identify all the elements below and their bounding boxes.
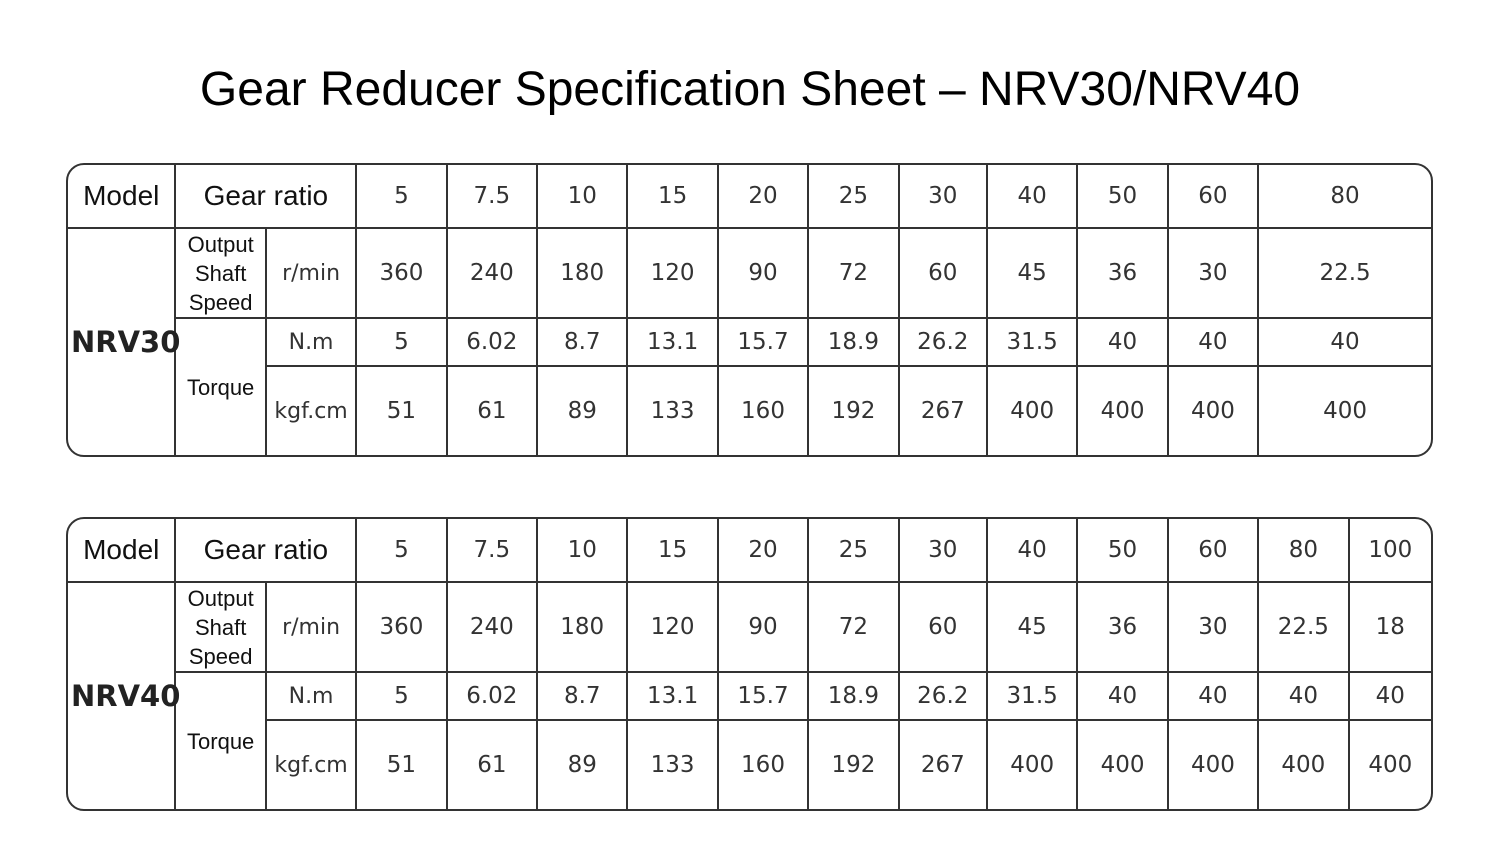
table-row (68, 583, 1431, 673)
model-header: Model (68, 165, 176, 229)
speed-cell: 180 (538, 229, 628, 319)
torque-nm-cell: 15.7 (719, 319, 809, 367)
nrv40-spec-table (66, 517, 1433, 811)
ratio-cell: 7.5 (448, 165, 538, 229)
torque-nm-cell: 13.1 (628, 673, 718, 721)
torque-kgf-cell: 61 (448, 721, 538, 809)
torque-nm-cell: 40 (1259, 319, 1431, 367)
ratio-cell: 20 (719, 165, 809, 229)
torque-nm-cell: 8.7 (538, 673, 628, 721)
speed-cell: 45 (988, 229, 1078, 319)
ratio-cell: 7.5 (448, 519, 538, 583)
model-header: Model (68, 519, 176, 583)
nrv30-spec-table (66, 163, 1433, 457)
ratio-cell: 30 (900, 519, 988, 583)
speed-cell: 36 (1078, 229, 1168, 319)
torque-kgf-cell: 160 (719, 367, 809, 455)
ratio-cell: 10 (538, 165, 628, 229)
model-name: NRV40 (68, 583, 176, 809)
speed-cell: 30 (1169, 229, 1259, 319)
torque-kgf-cell: 400 (1368, 752, 1413, 778)
torque-kgf-cell: 160 (719, 721, 809, 809)
torque-nm-cell: 6.02 (448, 673, 538, 721)
speed-cell: 120 (628, 583, 718, 673)
label-line: Speed (188, 289, 253, 315)
torque-nm-cell: 26.2 (900, 673, 988, 721)
torque-label: Torque (176, 319, 266, 455)
torque-nm-cell: 31.5 (988, 673, 1078, 721)
torque-nm-cell: 18.9 (809, 319, 899, 367)
label-line: Shaft (194, 614, 247, 640)
torque-nm-cell: 6.02 (448, 319, 538, 367)
unit-nm: N.m (267, 673, 357, 721)
output-shaft-speed-label (176, 229, 266, 319)
torque-nm-cell: 26.2 (900, 319, 988, 367)
label-line: Output (187, 585, 254, 611)
torque-kgf-cell: 400 (1169, 721, 1259, 809)
torque-nm-cell: 40 (1169, 673, 1259, 721)
gear-ratio-header: Gear ratio (176, 519, 357, 583)
torque-nm-cell: 18.9 (809, 673, 899, 721)
speed-cell: 72 (809, 583, 899, 673)
torque-kgf-cell: 51 (357, 721, 447, 809)
ratio-cell: 25 (809, 165, 899, 229)
ratio-cell: 60 (1169, 519, 1259, 583)
ratio-cell: 15 (628, 519, 718, 583)
ratio-cell: 80 (1259, 519, 1349, 583)
label-line: Speed (188, 643, 253, 669)
table-row (68, 721, 1431, 809)
torque-nm-cell: 15.7 (719, 673, 809, 721)
torque-nm-cell: 5 (357, 673, 447, 721)
unit-kgfcm: kgf.cm (267, 721, 357, 809)
torque-kgf-cell: 400 (988, 721, 1078, 809)
speed-cell: 22.5 (1259, 583, 1349, 673)
torque-nm-cell: 40 (1259, 673, 1349, 721)
torque-nm-cell: 31.5 (988, 319, 1078, 367)
ratio-cell: 30 (900, 165, 988, 229)
torque-kgf-cell: 89 (538, 367, 628, 455)
ratio-cell: 50 (1078, 519, 1168, 583)
speed-cell: 60 (900, 583, 988, 673)
speed-cell: 60 (900, 229, 988, 319)
ratio-cell: 40 (988, 165, 1078, 229)
model-name: NRV30 (68, 229, 176, 455)
table-row (68, 165, 1431, 229)
page-title: Gear Reducer Specification Sheet – NRV30/NRV40 (199, 63, 1301, 116)
ratio-cell: 40 (988, 519, 1078, 583)
torque-nm-cell: 40 (1078, 319, 1168, 367)
label-line: Shaft (194, 260, 247, 286)
table-row (68, 367, 1431, 455)
torque-kgf-cell: 192 (809, 721, 899, 809)
table-row (68, 519, 1431, 583)
torque-kgf-cell: 400 (1259, 721, 1349, 809)
ratio-cell: 10 (538, 519, 628, 583)
table-row (68, 673, 1431, 721)
table-row (68, 319, 1431, 367)
speed-cell: 36 (1078, 583, 1168, 673)
speed-cell: 30 (1169, 583, 1259, 673)
unit-rpm: r/min (267, 583, 357, 673)
speed-cell: 18 (1350, 583, 1431, 673)
gear-ratio-header: Gear ratio (176, 165, 357, 229)
speed-cell: 120 (628, 229, 718, 319)
speed-cell: 240 (448, 229, 538, 319)
unit-rpm: r/min (267, 229, 357, 319)
torque-kgf-cell: 400 (1078, 367, 1168, 455)
torque-kgf-cell: 133 (628, 367, 718, 455)
torque-kgf-cell: 267 (900, 367, 988, 455)
ratio-cell: 80 (1259, 165, 1431, 229)
ratio-cell: 5 (357, 519, 447, 583)
speed-cell: 22.5 (1259, 229, 1431, 319)
torque-label: Torque (176, 673, 266, 809)
table-row (68, 229, 1431, 319)
speed-cell: 45 (988, 583, 1078, 673)
torque-nm-cell: 5 (357, 319, 447, 367)
torque-kgf-cell: 89 (538, 721, 628, 809)
speed-cell: 360 (357, 229, 447, 319)
ratio-cell: 25 (809, 519, 899, 583)
torque-kgf-cell: 51 (357, 367, 447, 455)
torque-kgf-cell: 400 (1078, 721, 1168, 809)
ratio-cell: 100 (1350, 519, 1431, 583)
ratio-cell: 50 (1078, 165, 1168, 229)
ratio-cell: 20 (719, 519, 809, 583)
torque-kgf-cell: 267 (900, 721, 988, 809)
label-line: Output (187, 231, 254, 257)
speed-cell: 90 (719, 583, 809, 673)
torque-kgf-cell: 133 (628, 721, 718, 809)
torque-nm-cell: 8.7 (538, 319, 628, 367)
torque-kgf-cell: 400 (1323, 398, 1368, 424)
speed-cell: 360 (357, 583, 447, 673)
output-shaft-speed-label (176, 583, 266, 673)
torque-nm-cell: 13.1 (628, 319, 718, 367)
speed-cell: 72 (809, 229, 899, 319)
ratio-cell: 60 (1169, 165, 1259, 229)
unit-nm: N.m (267, 319, 357, 367)
ratio-cell: 15 (628, 165, 718, 229)
torque-kgf-cell: 61 (448, 367, 538, 455)
torque-kgf-cell: 400 (1169, 367, 1259, 455)
ratio-cell: 5 (357, 165, 447, 229)
speed-cell: 90 (719, 229, 809, 319)
speed-cell: 240 (448, 583, 538, 673)
torque-nm-cell: 40 (1169, 319, 1259, 367)
unit-kgfcm: kgf.cm (267, 367, 357, 455)
torque-kgf-cell: 400 (988, 367, 1078, 455)
torque-nm-cell: 40 (1350, 673, 1431, 721)
speed-cell: 180 (538, 583, 628, 673)
torque-nm-cell: 40 (1078, 673, 1168, 721)
torque-kgf-cell: 192 (809, 367, 899, 455)
